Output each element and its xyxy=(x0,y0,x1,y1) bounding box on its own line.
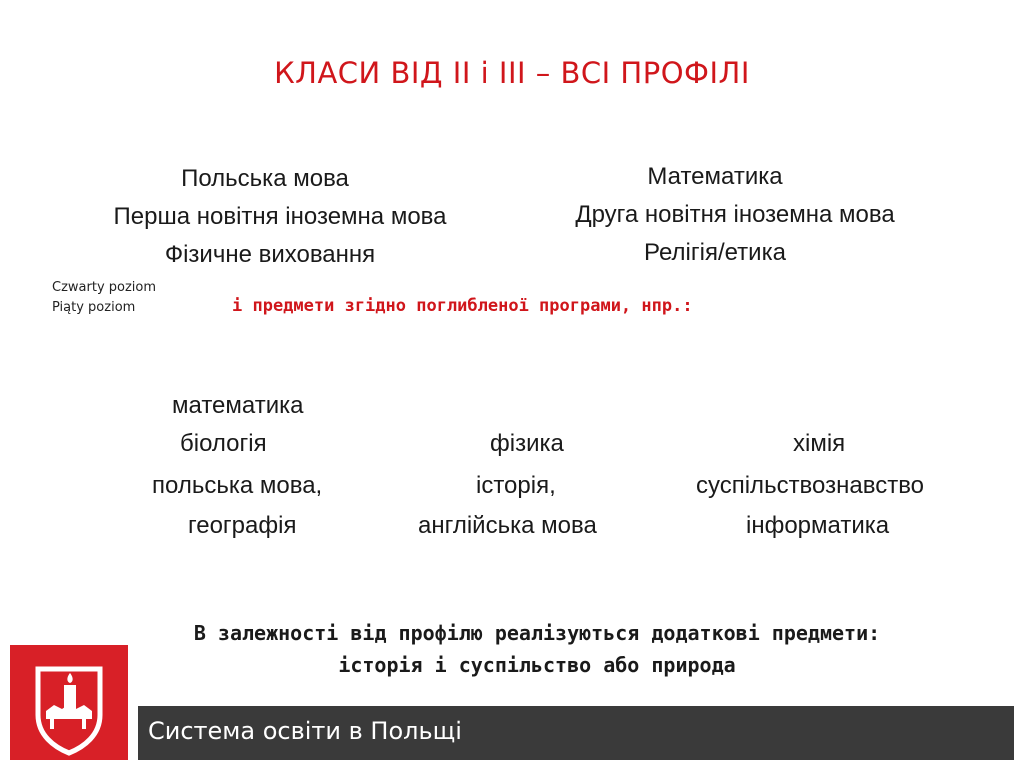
core-subjects-right xyxy=(520,158,950,272)
profile-note-line: В залежності від профілю реалізуються додаткові предмети: xyxy=(193,621,881,645)
subject: географія xyxy=(188,512,297,539)
subject: англійська мова xyxy=(418,512,597,539)
subject: біологія xyxy=(180,430,267,457)
side-note: Czwarty poziom xyxy=(52,280,157,295)
subject: історія, xyxy=(476,472,556,499)
subject: суспільствознавство xyxy=(696,472,925,499)
slide-title: КЛАСИ ВІД ІІ і ІІІ – ВСІ ПРОФІЛІ xyxy=(274,56,750,90)
footer-bar xyxy=(138,706,1014,760)
side-notes xyxy=(52,278,156,318)
subject: хімія xyxy=(793,430,846,457)
candle-shield-logo xyxy=(10,645,128,760)
subject: польська мова, xyxy=(152,472,323,499)
core-subject: Друга новітня іноземна мова xyxy=(575,201,895,228)
core-subjects-left xyxy=(60,160,500,274)
core-subject: Математика xyxy=(647,163,783,190)
side-note: Piąty poziom xyxy=(52,300,136,315)
subject: фізика xyxy=(490,430,564,457)
core-subject: Фізичне виховання xyxy=(164,241,376,268)
subject: математика xyxy=(172,392,304,419)
subject: інформатика xyxy=(746,512,890,539)
core-subject: Релігія/етика xyxy=(644,239,786,266)
core-subject: Перша новітня іноземна мова xyxy=(113,203,447,230)
shield-icon xyxy=(10,645,128,760)
profile-note xyxy=(0,617,1024,681)
footer-title: Система освіти в Польщі xyxy=(148,717,462,745)
extended-program-intro: і предмети згідно поглибленої програми, нпр.: xyxy=(232,296,693,316)
core-subject: Польська мова xyxy=(181,165,349,192)
profile-note-line: історія і суспільство або природа xyxy=(338,653,736,677)
